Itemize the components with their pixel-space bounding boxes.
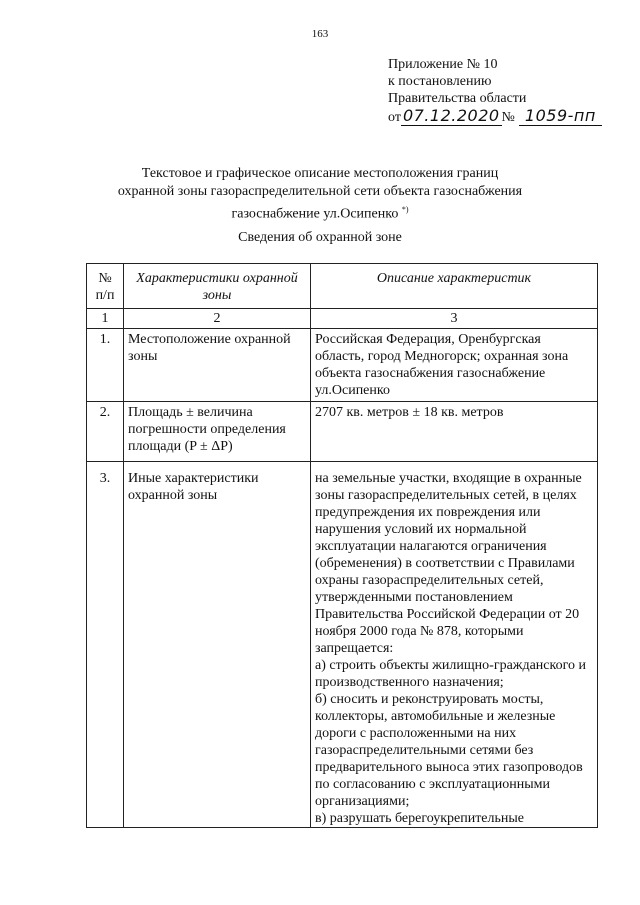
table-row bbox=[87, 402, 598, 462]
appendix-line-1: Приложение № 10 bbox=[388, 57, 498, 72]
table-index-row bbox=[87, 309, 598, 329]
header-description: Описание характеристик bbox=[311, 264, 598, 309]
index-cell-3: 3 bbox=[311, 309, 598, 329]
row-characteristic: Местоположение охранной зоны bbox=[124, 329, 311, 402]
description-paragraph-1: на земельные участки, входящие в охранные зоны газораспределительных сетей, в целях предупреждения их повреждения или нарушения условий их нормальной эксплуатации налагаются ограничения (обременения) в соответствии с Правилами охраны газораспределительных сетей, утвержденными постановлением Правительства Российской Федерации от 20 ноября 2000 года № 878, которыми запрещается: bbox=[315, 471, 582, 656]
row-num: 1. bbox=[87, 329, 124, 402]
handwritten-number: 1059-пп bbox=[519, 106, 602, 126]
description-paragraph-3: б) сносить и реконструировать мосты, коллекторы, автомобильные и железные дороги с расположенными на них газораспределительными сетями без предварительного выноса этих газопроводов по согласованию с эксплуатационными организациями; bbox=[315, 692, 583, 809]
zone-info-table bbox=[86, 263, 598, 828]
table-row bbox=[87, 329, 598, 402]
handwritten-date: 07.12.2020 bbox=[402, 106, 500, 125]
title-line-1: Текстовое и графическое описание местоположения границ bbox=[141, 166, 499, 181]
section-title: Сведения об охранной зоне bbox=[238, 230, 402, 245]
description-paragraph-4: в) разрушать берегоукрепительные bbox=[315, 811, 525, 826]
appendix-line-3: Правительства области bbox=[388, 91, 527, 106]
number-prefix: № bbox=[501, 110, 515, 125]
row-characteristic: Площадь ± величина погрешности определения площади (P ± ΔP) bbox=[124, 402, 311, 462]
title-line-2: охранной зоны газораспределительной сети объекта газоснабжения bbox=[117, 184, 523, 199]
table-header-row bbox=[87, 264, 598, 309]
appendix-date-line bbox=[388, 107, 602, 126]
document-title bbox=[60, 165, 580, 224]
row-num: 2. bbox=[87, 402, 124, 462]
index-cell-2: 2 bbox=[124, 309, 311, 329]
footnote-mark: *) bbox=[401, 205, 409, 214]
title-line-3: газоснабжение ул.Осипенко *) bbox=[231, 205, 409, 222]
date-prefix: от bbox=[388, 110, 401, 125]
page-number: 163 bbox=[311, 28, 329, 40]
description-paragraph-2: а) строить объекты жилищно-гражданского и производственного назначения; bbox=[315, 658, 586, 690]
row-description bbox=[311, 462, 598, 828]
appendix-line-2: к постановлению bbox=[388, 74, 492, 89]
appendix-block bbox=[388, 56, 602, 126]
row-characteristic: Иные характеристики охранной зоны bbox=[124, 462, 311, 828]
index-cell-1: 1 bbox=[87, 309, 124, 329]
row-description: Российская Федерация, Оренбургская область, город Медногорск; охранная зона объекта газоснабжения газоснабжение ул.Осипенко bbox=[311, 329, 598, 402]
table-row bbox=[87, 462, 598, 828]
row-description: 2707 кв. метров ± 18 кв. метров bbox=[311, 402, 598, 462]
header-characteristic: Характеристики охранной зоны bbox=[124, 264, 311, 309]
row-num: 3. bbox=[87, 462, 124, 828]
header-num: № п/п bbox=[87, 264, 124, 309]
